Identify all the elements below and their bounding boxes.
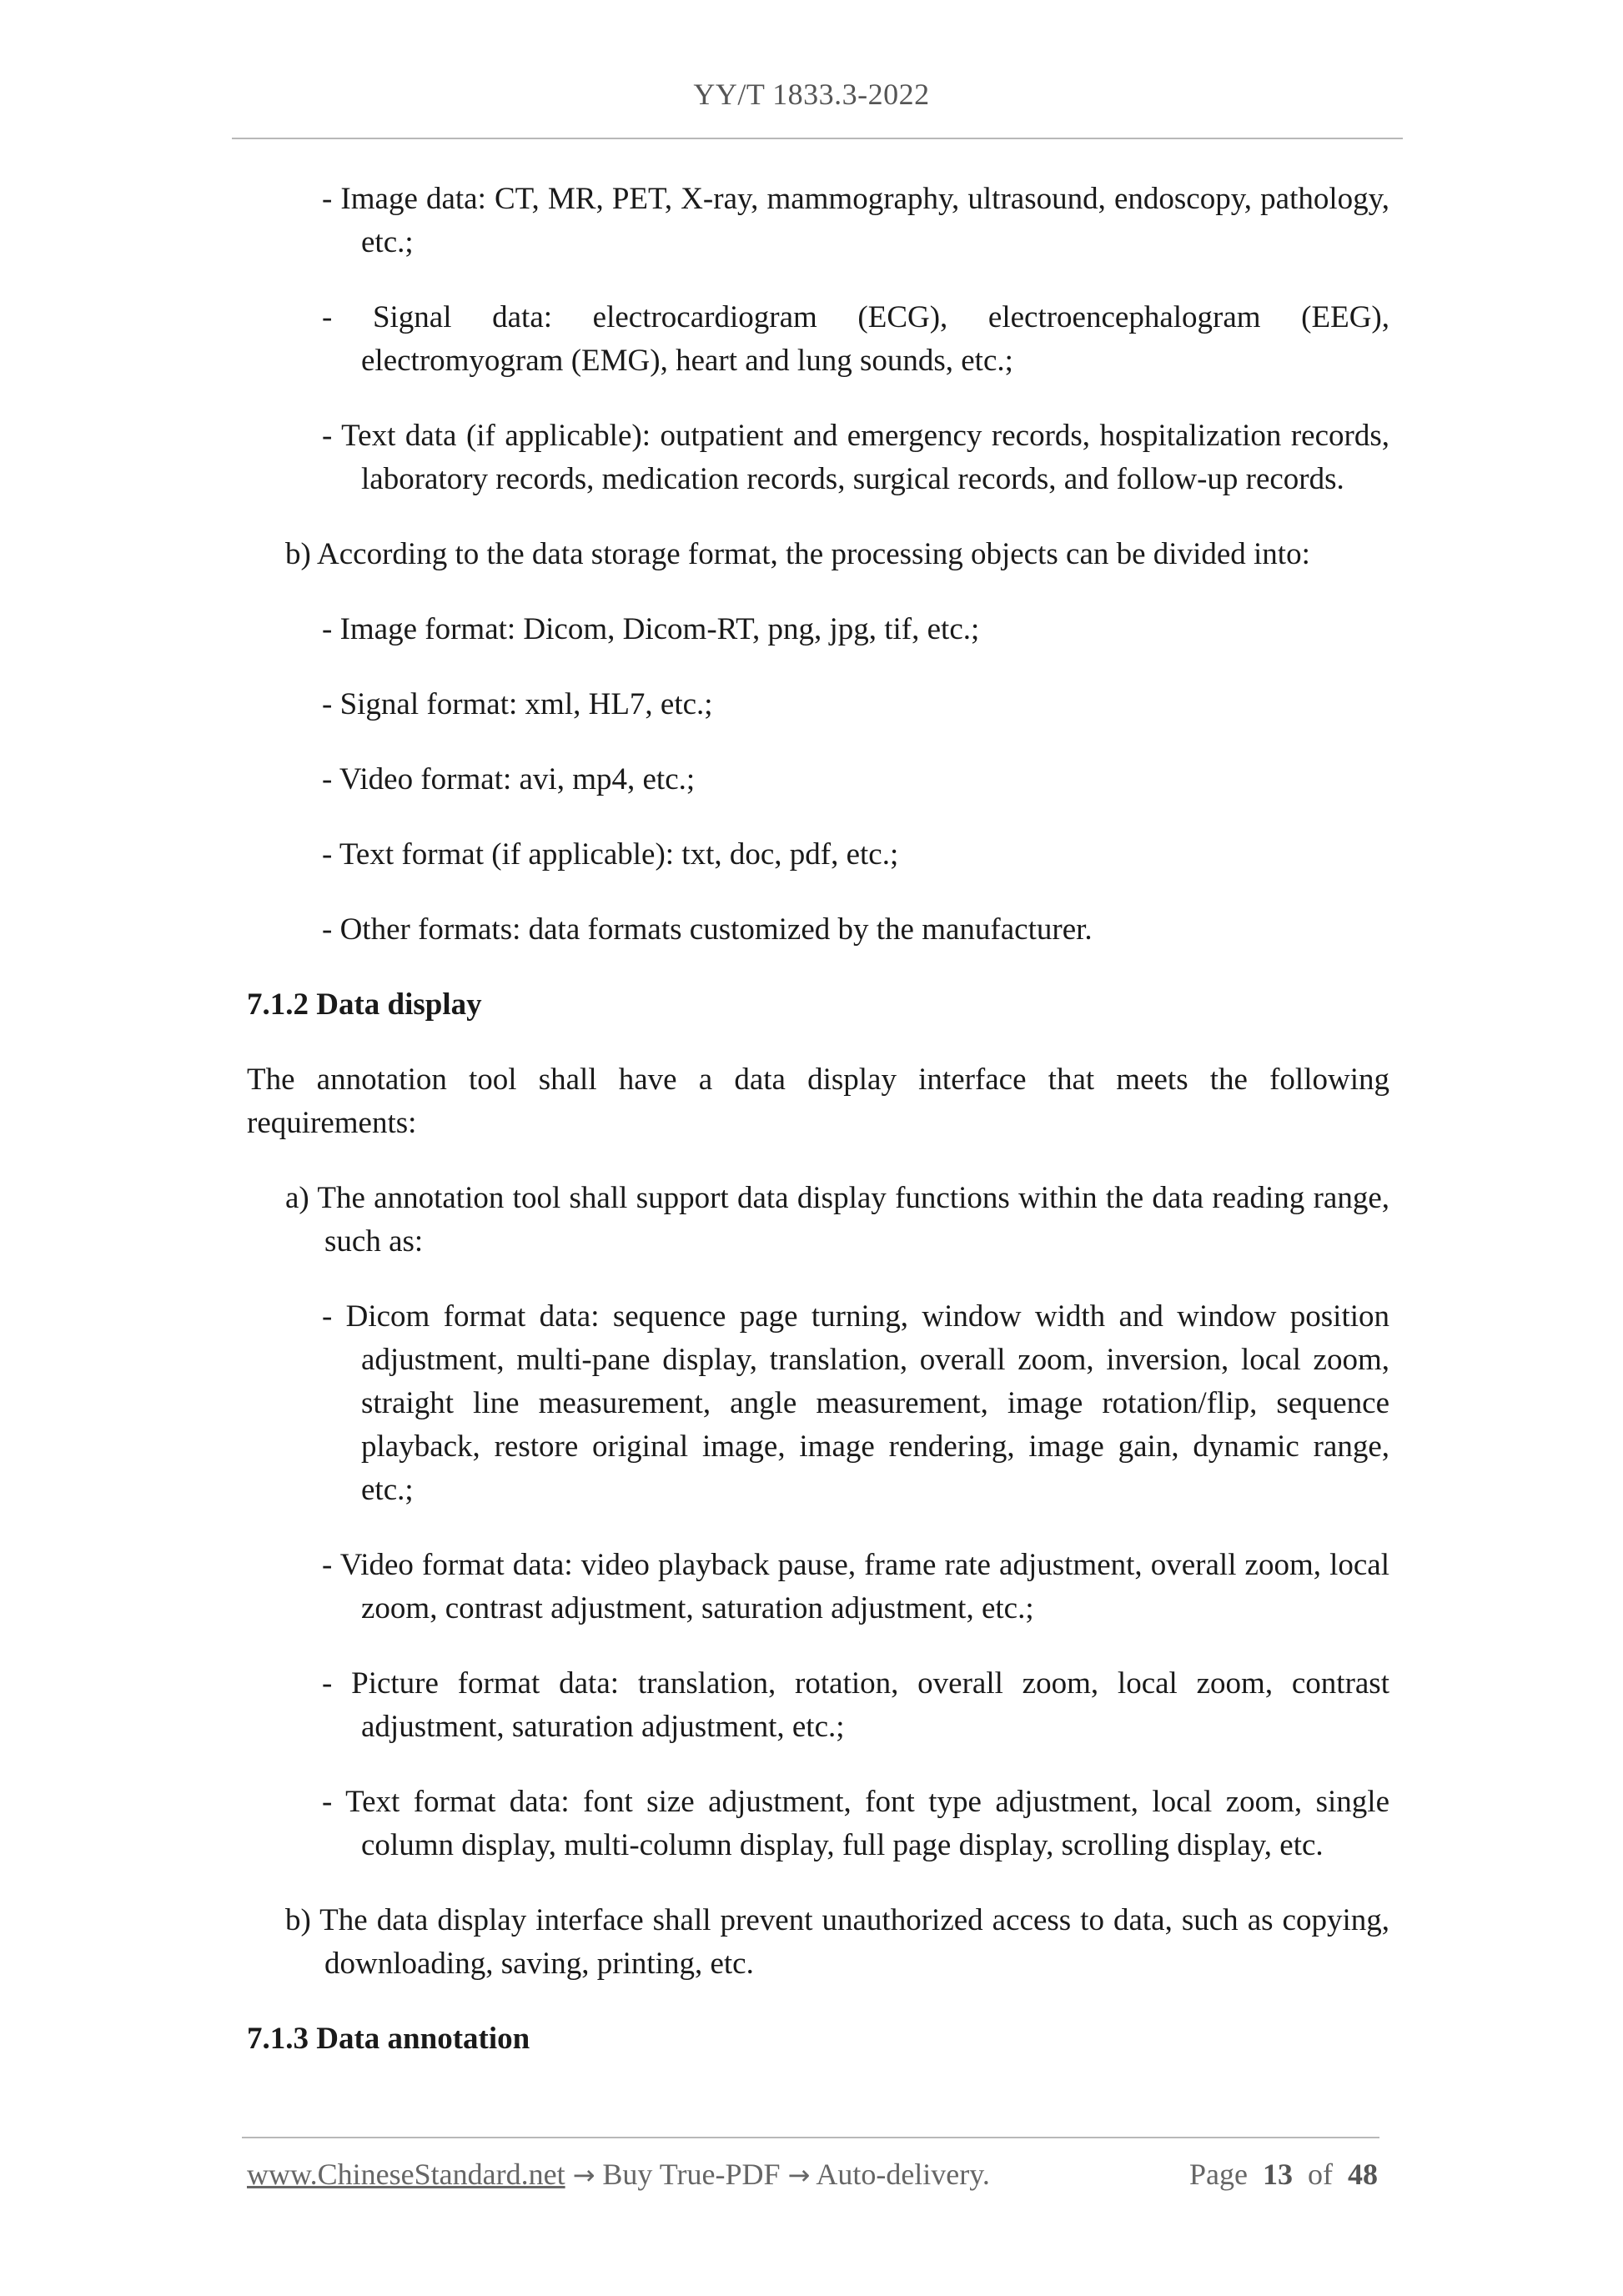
- page-indicator: [1189, 2157, 1378, 2192]
- footer-promo: [247, 2157, 990, 2192]
- list-item-text-format-data: - Text format data: font size adjustment, font type adjustment, local zoom, single column display, multi-column display, full page display, scrolling display, etc.: [322, 1785, 1389, 1862]
- list-item-display-functions: a) The annotation tool shall support data display functions within the data reading range, such as:: [285, 1181, 1389, 1259]
- list-item-signal-format: - Signal format: xml, HL7, etc.;: [322, 687, 713, 721]
- list-item-text-format: - Text format (if applicable): txt, doc, pdf, etc.;: [322, 837, 899, 872]
- buy-true-pdf-text: Buy True-PDF: [602, 2158, 781, 2191]
- paragraph-display-interface: The annotation tool shall have a data display interface that meets the following requirements:: [247, 1063, 1389, 1140]
- list-item-video-format-data: - Video format data: video playback pause, frame rate adjustment, overall zoom, local zoom, contrast adjustment, saturation adjustment, etc.;: [322, 1548, 1389, 1625]
- page-label: Page: [1189, 2158, 1248, 2191]
- arrow-right-icon: →: [572, 2159, 595, 2191]
- list-item-picture-format-data: - Picture format data: translation, rotation, overall zoom, local zoom, contrast adjustment, saturation adjustment, etc.;: [322, 1666, 1389, 1744]
- arrow-right-icon: →: [787, 2159, 811, 2191]
- footer-divider: [242, 2137, 1379, 2138]
- chinesestandard-link[interactable]: www.ChineseStandard.net: [247, 2158, 565, 2191]
- list-item-text-data: - Text data (if applicable): outpatient and emergency records, hospitalization records, laboratory records, medication records, surgical records, and follow-up records.: [322, 419, 1389, 496]
- list-item-dicom-format-data: - Dicom format data: sequence page turning, window width and window position adjustment, multi-pane display, translation, overall zoom, inversion, local zoom, straight line measurement, angle measurement, image rotation/flip, sequence playback, restore original image, image rendering, image gain, dynamic range, etc.;: [322, 1299, 1389, 1507]
- list-item-unauthorized-access: b) The data display interface shall prevent unauthorized access to data, such as copying, downloading, saving, printing, etc.: [285, 1903, 1389, 1981]
- auto-delivery-text: Auto-delivery.: [816, 2158, 990, 2191]
- document-header-title: YY/T 1833.3-2022: [693, 78, 930, 111]
- current-page-number: 13: [1263, 2158, 1293, 2191]
- list-item-image-data: - Image data: CT, MR, PET, X-ray, mammography, ultrasound, endoscopy, pathology, etc.;: [322, 182, 1389, 259]
- list-item-video-format: - Video format: avi, mp4, etc.;: [322, 762, 696, 796]
- list-item-image-format: - Image format: Dicom, Dicom-RT, png, jpg, tif, etc.;: [322, 612, 980, 646]
- section-heading-data-display: 7.1.2 Data display: [247, 987, 482, 1022]
- of-label: of: [1308, 2158, 1333, 2191]
- total-pages-number: 48: [1348, 2158, 1378, 2191]
- list-item-signal-data: - Signal data: electrocardiogram (ECG), electroencephalogram (EEG), electromyogram (EMG), heart and lung sounds, etc.;: [322, 300, 1389, 378]
- section-heading-data-annotation: 7.1.3 Data annotation: [247, 2022, 530, 2056]
- document-body: [247, 178, 1389, 2093]
- header-divider: [232, 138, 1403, 139]
- list-item-other-formats: - Other formats: data formats customized by the manufacturer.: [322, 912, 1093, 947]
- list-item-storage-format: b) According to the data storage format, the processing objects can be divided into:: [285, 537, 1310, 571]
